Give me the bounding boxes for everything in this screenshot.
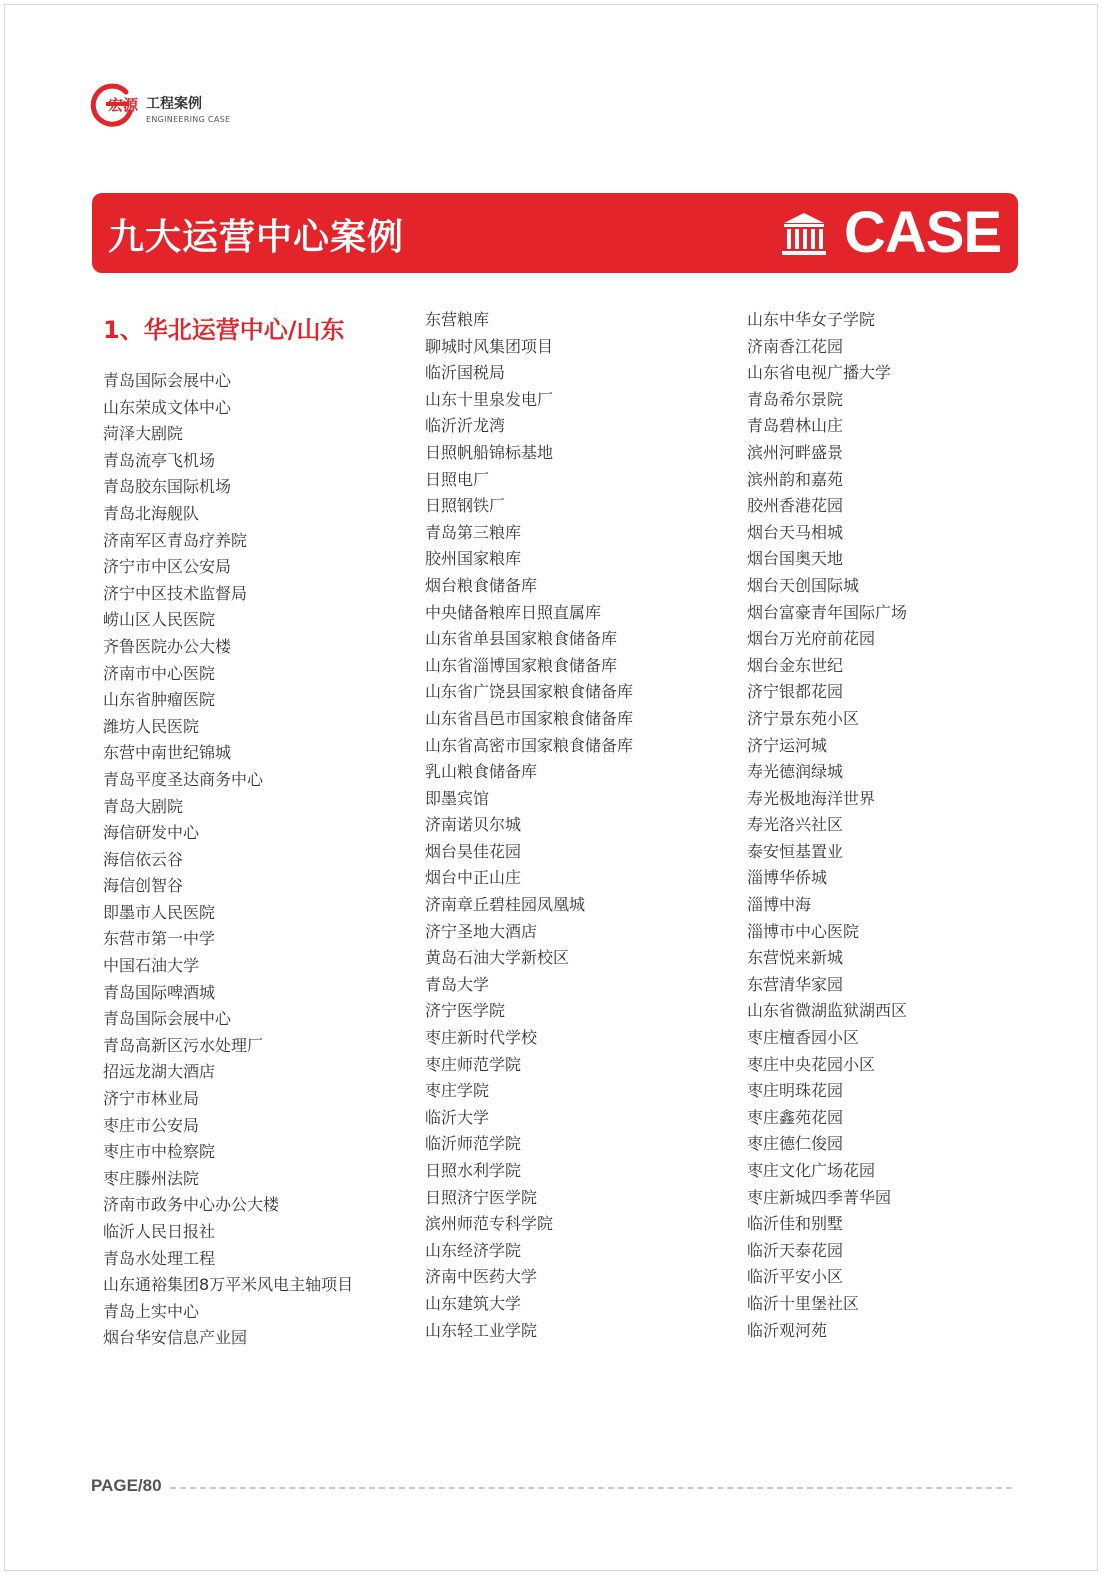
list-item: 青岛大剧院 [103, 796, 184, 816]
list-item: 济南市中心医院 [103, 663, 216, 683]
list-item: 临沂国税局 [425, 363, 506, 383]
list-item: 青岛大学 [425, 974, 490, 994]
list-item: 山东建筑大学 [425, 1293, 522, 1313]
brand-name: 宏源 [108, 96, 139, 114]
logo-subtitle: ENGINEERING CASE [146, 115, 231, 124]
list-item: 枣庄鑫苑花园 [747, 1107, 844, 1127]
list-item: 青岛国际会展中心 [103, 1009, 232, 1029]
list-item: 东营中南世纪锦城 [103, 743, 232, 763]
list-item: 日照钢铁厂 [425, 496, 506, 516]
list-item: 寿光德润绿城 [747, 762, 844, 782]
list-item: 临沂佳和别墅 [747, 1214, 844, 1234]
list-item: 烟台国奥天地 [747, 549, 844, 569]
list-item: 烟台金东世纪 [747, 655, 844, 675]
list-item: 青岛希尔景院 [747, 389, 844, 409]
list-item: 山东经济学院 [425, 1240, 522, 1260]
footer-divider [170, 1487, 1012, 1489]
list-item: 青岛流亭飞机场 [103, 450, 216, 470]
list-item: 日照帆船锦标基地 [425, 442, 554, 462]
list-item: 齐鲁医院办公大楼 [103, 636, 232, 656]
list-item: 寿光洛兴社区 [747, 815, 844, 835]
list-item: 烟台昊佳花园 [425, 841, 522, 861]
list-item: 潍坊人民医院 [103, 716, 200, 736]
list-item: 济宁银都花园 [747, 682, 844, 702]
list-item: 济宁运河城 [747, 735, 828, 755]
list-item: 招远龙湖大酒店 [103, 1062, 216, 1082]
list-item: 临沂观河苑 [747, 1320, 828, 1340]
building-columns-icon [780, 209, 828, 257]
list-item: 崂山区人民医院 [103, 610, 216, 630]
list-item: 山东十里泉发电厂 [425, 389, 554, 409]
list-item: 青岛水处理工程 [103, 1248, 216, 1268]
list-item: 枣庄师范学院 [425, 1054, 522, 1074]
list-item: 青岛国际会展中心 [103, 371, 232, 390]
list-item: 枣庄檀香园小区 [747, 1028, 860, 1048]
list-item: 烟台万光府前花园 [747, 629, 876, 649]
logo-title: 工程案例 [146, 96, 202, 112]
list-item: 东营清华家园 [747, 974, 844, 994]
list-item: 日照电厂 [425, 469, 490, 489]
list-item: 枣庄明珠花园 [747, 1081, 844, 1101]
project-list-col1 [103, 368, 353, 1352]
list-item: 山东省微湖监狱湖西区 [747, 1001, 908, 1021]
list-item: 济宁中区技术监督局 [103, 583, 248, 603]
list-item: 胶州香港花园 [747, 496, 844, 516]
list-item: 济宁景东苑小区 [747, 708, 860, 728]
list-item: 日照济宁医学院 [425, 1187, 538, 1207]
list-item: 胶州国家粮库 [425, 549, 522, 569]
list-item: 山东省肿瘤医院 [103, 690, 216, 710]
list-item: 枣庄市中检察院 [103, 1142, 216, 1162]
list-item: 中央储备粮库日照直属库 [425, 602, 602, 622]
list-item: 淄博市中心医院 [747, 921, 860, 941]
project-list-col2 [425, 307, 633, 1344]
list-item: 临沂天泰花园 [747, 1240, 844, 1260]
list-item: 滨州河畔盛景 [747, 442, 844, 462]
list-item: 青岛胶东国际机场 [103, 477, 232, 497]
list-item: 即墨宾馆 [425, 788, 490, 808]
list-item: 烟台华安信息产业园 [103, 1328, 248, 1348]
page-number: PAGE/80 [91, 1476, 162, 1495]
list-item: 海信创智谷 [103, 876, 184, 896]
list-item: 枣庄新城四季菁华园 [747, 1187, 892, 1207]
list-item: 聊城时风集团项目 [425, 336, 554, 356]
list-item: 淄博中海 [747, 895, 812, 915]
list-item: 临沂大学 [425, 1107, 490, 1127]
list-item: 海信研发中心 [103, 823, 200, 843]
list-item: 烟台富豪青年国际广场 [747, 602, 908, 622]
list-item: 黄岛石油大学新校区 [425, 948, 570, 968]
list-item: 日照水利学院 [425, 1161, 522, 1180]
list-item: 枣庄滕州法院 [103, 1168, 200, 1188]
list-item: 青岛平度圣达商务中心 [103, 769, 264, 789]
banner-case-label: CASE [844, 200, 1002, 265]
list-item: 临沂沂龙湾 [425, 416, 506, 436]
project-list-col3 [747, 307, 907, 1344]
list-item: 东营粮库 [425, 310, 490, 329]
list-item: 山东省高密市国家粮食储备库 [425, 735, 634, 755]
brand-logo [88, 82, 248, 130]
section-title: 1、华北运营中心/山东 [103, 316, 345, 344]
list-item: 临沂平安小区 [747, 1267, 844, 1287]
list-item: 济南军区青岛疗养院 [103, 530, 248, 550]
list-item: 山东通裕集团8万平米风电主轴项目 [103, 1275, 354, 1295]
list-item: 枣庄学院 [425, 1081, 490, 1101]
list-item: 枣庄文化广场花园 [747, 1161, 876, 1180]
list-item: 山东荣成文体中心 [103, 397, 232, 417]
list-item: 菏泽大剧院 [103, 424, 184, 444]
list-item: 青岛北海舰队 [103, 503, 200, 523]
list-item: 即墨市人民医院 [103, 902, 216, 922]
list-item: 烟台天马相城 [747, 522, 844, 542]
list-item: 东营市第一中学 [103, 929, 216, 949]
list-item: 山东省昌邑市国家粮食储备库 [425, 708, 634, 728]
list-item: 山东中华女子学院 [747, 310, 876, 329]
list-item: 东营悦来新城 [747, 948, 844, 968]
list-item: 济宁医学院 [425, 1001, 506, 1021]
list-item: 烟台粮食储备库 [425, 575, 538, 595]
list-item: 海信依云谷 [103, 849, 184, 869]
list-item: 淄博华侨城 [747, 868, 828, 888]
list-item: 青岛碧林山庄 [747, 416, 844, 436]
list-item: 泰安恒基置业 [747, 841, 844, 861]
list-item: 枣庄德仁俊园 [747, 1134, 844, 1154]
list-item: 滨州师范专科学院 [425, 1214, 554, 1234]
list-item: 寿光极地海洋世界 [747, 788, 876, 808]
list-item: 青岛国际啤酒城 [103, 982, 216, 1002]
list-item: 中国石油大学 [103, 956, 200, 976]
list-item: 济宁市林业局 [103, 1089, 200, 1109]
list-item: 枣庄新时代学校 [425, 1028, 538, 1048]
list-item: 济南中医药大学 [425, 1267, 538, 1287]
banner-title: 九大运营中心案例 [108, 217, 405, 258]
list-item: 山东省单县国家粮食储备库 [425, 629, 618, 649]
list-item: 乳山粮食储备库 [425, 762, 538, 782]
list-item: 枣庄市公安局 [103, 1115, 200, 1135]
list-item: 山东省淄博国家粮食储备库 [425, 655, 618, 675]
list-item: 济宁市中区公安局 [103, 557, 232, 577]
list-item: 山东轻工业学院 [425, 1320, 538, 1340]
list-item: 滨州韵和嘉苑 [747, 469, 844, 489]
list-item: 烟台中正山庄 [425, 868, 522, 888]
list-item: 临沂师范学院 [425, 1134, 522, 1154]
list-item: 济南诺贝尔城 [425, 815, 522, 835]
list-item: 临沂人民日报社 [103, 1222, 216, 1241]
list-item: 山东省电视广播大学 [747, 363, 892, 383]
list-item: 济南章丘碧桂园凤凰城 [425, 895, 586, 915]
list-item: 济宁圣地大酒店 [425, 921, 538, 941]
list-item: 青岛上实中心 [103, 1301, 200, 1321]
title-banner [92, 193, 1018, 273]
list-item: 山东省广饶县国家粮食储备库 [425, 682, 634, 702]
list-item: 临沂十里堡社区 [747, 1293, 860, 1313]
list-item: 枣庄中央花园小区 [747, 1054, 876, 1074]
list-item: 青岛高新区污水处理厂 [103, 1035, 264, 1055]
list-item: 济南香江花园 [747, 336, 844, 356]
list-item: 济南市政务中心办公大楼 [103, 1195, 280, 1215]
list-item: 烟台天创国际城 [747, 575, 860, 595]
list-item: 青岛第三粮库 [425, 522, 522, 542]
